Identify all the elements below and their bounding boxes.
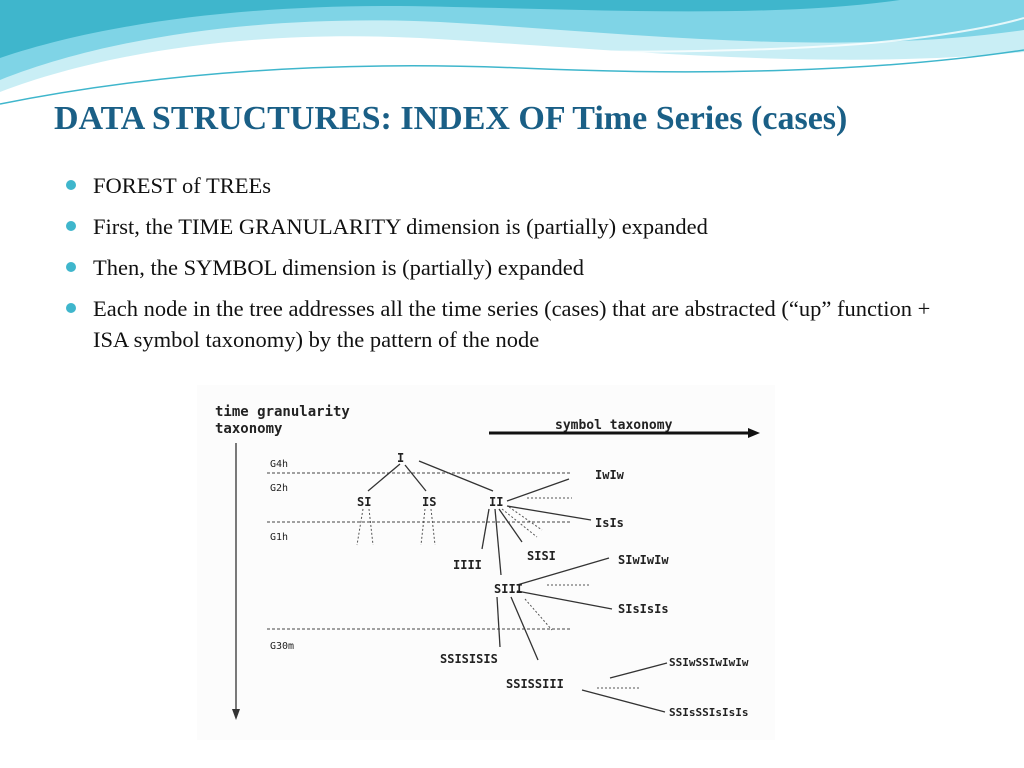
level-label-g1h: G1h — [270, 532, 289, 543]
time-axis-arrow — [232, 443, 240, 720]
node-si: SI — [357, 495, 372, 509]
level-label-g2h: G2h — [270, 483, 289, 494]
level-separators — [267, 473, 570, 629]
node-i: I — [397, 451, 405, 465]
bullet-list — [64, 170, 964, 365]
bullet-text: Each node in the tree addresses all the time series (cases) that are abstracted (“up” function + ISA symbol taxonomy) by the pattern of the node — [93, 296, 931, 352]
bullet-text: Then, the SYMBOL dimension is (partially) expanded — [93, 255, 584, 280]
node-iiii: IIII — [453, 558, 482, 572]
node-ssiwssiwiwiw: SSIwSSIwIwIw — [669, 656, 749, 669]
tree-diagram — [197, 385, 775, 740]
bullet-item — [64, 170, 964, 201]
bullet-dot-icon — [66, 262, 76, 272]
node-ssisssisisis: SSIsSSIsIsIs — [669, 706, 749, 719]
bullet-item — [64, 211, 964, 242]
bullet-dot-icon — [66, 221, 76, 231]
time-axis-label: taxonomy — [215, 421, 283, 437]
node-sisi: SISI — [527, 549, 556, 563]
time-axis-label: time granularity — [215, 404, 350, 420]
node-siwiwiw: SIwIwIw — [618, 553, 669, 567]
bullet-item — [64, 293, 964, 355]
symbol-axis-label: symbol taxonomy — [555, 418, 673, 433]
node-sisisis: SIsIsIs — [618, 602, 669, 616]
node-ssisisis: SSISISIS — [440, 652, 498, 666]
node-isis: IsIs — [595, 516, 624, 530]
bullet-item — [64, 252, 964, 283]
node-ssissiii: SSISSIII — [506, 677, 564, 691]
bullet-text: First, the TIME GRANULARITY dimension is (partially) expanded — [93, 214, 708, 239]
node-siii: SIII — [494, 582, 523, 596]
level-label-g30m: G30m — [270, 641, 295, 652]
bullet-dot-icon — [66, 180, 76, 190]
bullet-dot-icon — [66, 303, 76, 313]
bullet-text: FOREST of TREEs — [93, 173, 271, 198]
level-label-g4h: G4h — [270, 459, 289, 470]
node-is: IS — [422, 495, 437, 509]
slide-title: DATA STRUCTURES: INDEX OF Time Series (cases) — [54, 100, 848, 137]
node-iwiw: IwIw — [595, 468, 624, 482]
node-ii: II — [489, 495, 504, 509]
